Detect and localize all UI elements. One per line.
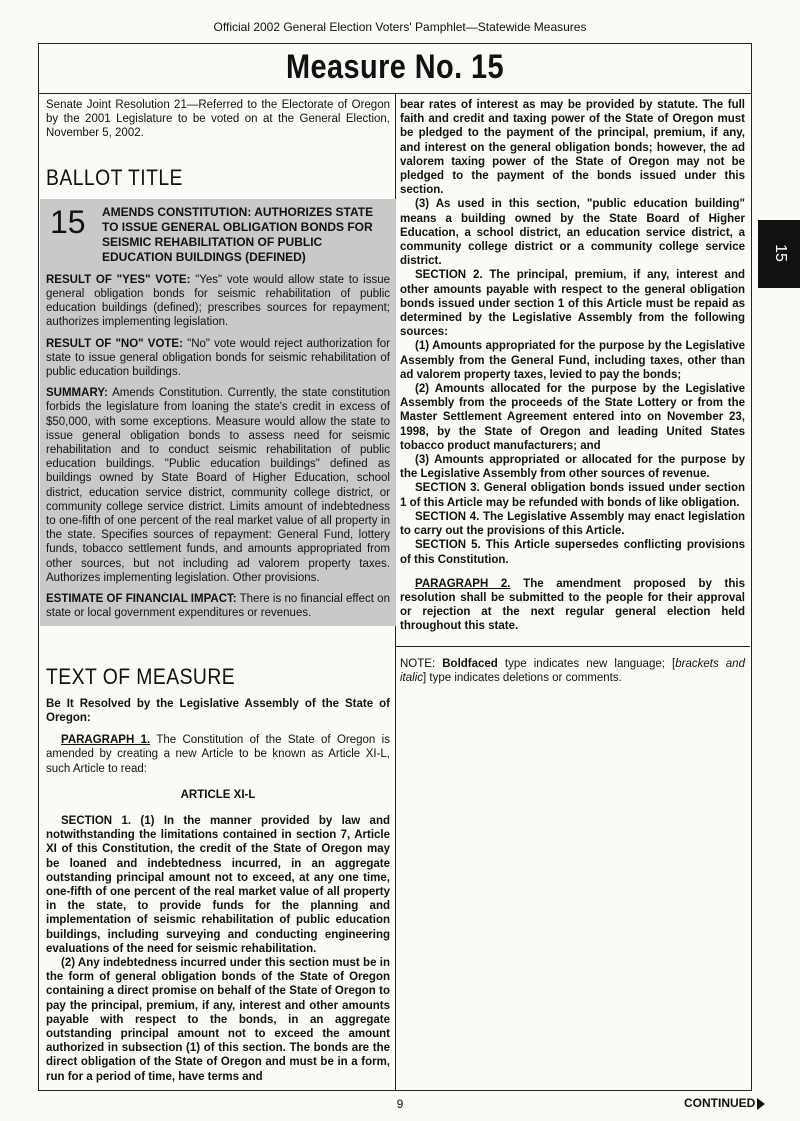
measure-tab — [758, 220, 800, 288]
section-1-subsection-2: (2) Any indebtedness incurred under this section must be in the form of general obligation bonds of the State of Oregon containing a direct promise on behalf of the State of Oregon to pay the principal, premium, if any, interest and other amounts payable with respect to the bonds, in an aggregate outstanding principal amount not to exceed the amount authorized in subsection (1) of this section. The bonds are the direct obligation of the State of Oregon and must be in a form, run for a period of time, have terms and — [46, 956, 390, 1083]
measure-number: 15 — [50, 203, 86, 240]
continued-label — [684, 1096, 765, 1110]
section-5: SECTION 5. This Article supersedes conflicting provisions of this Constitution. — [400, 539, 745, 566]
section-4: SECTION 4. The Legislative Assembly may enact legislation to carry out the provisions of this Article. — [400, 510, 745, 538]
summary-text: Amends Constitution. Currently, the state constitution forbids the legislature from loaning the state's credit in excess of $50,000, with some exceptions. Measure would allow the state to issue general obligation bonds to assess need for seismic rehabilitation and to conduct seismic rehabilitation of public education buildings. "Public education buildings" defined as buildings owned by State Board of Higher Education, school district, education service district, community college district, or community college service district. Limits amount of indebtedness to one-fifth of one percent of the real market value of all property in the state. Specifies sources of repayment: General Fund, lottery funds, tobacco settlement funds, and amounts appropriated from other sources, but not including ad valorem property taxes. Authorizes implementing legislation. Other provisions. — [46, 387, 390, 584]
ballot-title-box — [40, 199, 396, 627]
note-prefix: NOTE: — [400, 657, 443, 670]
summary — [46, 386, 390, 585]
article-heading: ARTICLE XI-L — [180, 788, 256, 801]
pamphlet-header: Official 2002 General Election Voters' Pamphlet—Statewide Measures — [213, 20, 587, 34]
section-3: SECTION 3. General obligation bonds issued under section 1 of this Article may be refunded with bonds of like obligation. — [400, 482, 745, 509]
section-1-subsection-3: (3) As used in this section, "public education building" means a building owned by the State Board of Higher Education, a school district, an education service district, a community college district or a community college service district. — [400, 198, 745, 268]
paragraph-2-label: PARAGRAPH 2. — [415, 577, 511, 590]
paragraph-1-text: The Constitution of the State of Oregon is amended by creating a new Article to be known as Article XI-L, such Article to read: — [46, 734, 390, 775]
paragraph-2-text: The amendment proposed by this resolution shall be submitted to the people for their approval or rejection at the next regular general election held throughout this state. — [400, 577, 745, 633]
box-header — [46, 205, 390, 265]
financial-impact-label: ESTIMATE OF FINANCIAL IMPACT: — [46, 593, 237, 606]
continued-text: CONTINUED — [684, 1096, 756, 1110]
summary-label: SUMMARY: — [46, 387, 108, 400]
note-middle: type indicates new language; [ — [497, 657, 676, 670]
section-1-subsection-1: SECTION 1. (1) In the manner provided by law and notwithstanding the limitations contained in section 7, Article XI of this Constitution, the credit of the State of Oregon may be loaned and indebtedness incurred, in an aggregate outstanding principal amount not to exceed, at any one time, one-fifth of one percent of the real market value of all property in the state, to provide funds for the planning and implementation of seismic rehabilitation of public education buildings, including surveying and conducting engineering evaluations of the need for seismic rehabilitation. — [46, 814, 390, 955]
intro-text: Senate Joint Resolution 21—Referred to the Electorate of Oregon by the 2001 Legislature to be voted on at the General Election, November 5, 2002. — [46, 99, 390, 140]
note-italic-words: brackets and italic — [400, 657, 745, 684]
section-2-subsection-3: (3) Amounts appropriated or allocated for the purpose by the Legislative Assembly from other sources of revenue. — [400, 454, 745, 481]
no-vote-text: "No" vote would reject authorization for state to issue general obligation bonds for seismic rehabilitation of public education buildings. — [46, 337, 391, 379]
section-2-subsection-1: (1) Amounts appropriated for the purpose by the Legislative Assembly from the General Fund, including taxes, other than ad valorem property taxes, levied to pay the bonds; — [400, 340, 745, 381]
measure-title: Measure No. 15 — [286, 48, 504, 86]
yes-vote-label: RESULT OF "YES" VOTE: — [46, 273, 191, 286]
financial-impact — [46, 592, 390, 620]
continued-arrow-icon — [757, 1098, 765, 1110]
paragraph-2 — [400, 577, 745, 634]
note-end: ] type indicates deletions or comments. — [423, 671, 622, 684]
measure-tab-number: 15 — [771, 244, 789, 262]
note-bold-word: Boldfaced — [442, 657, 498, 670]
measure-frame — [38, 43, 752, 1091]
section-2: SECTION 2. The principal, premium, if any, interest and other amounts payable with respect to the general obligation bonds issued under section 1 of this Article must be repaid as determined by the Legislative Assembly from the following sources: — [400, 269, 745, 339]
section-1-continued: bear rates of interest as may be provided by statute. The full faith and credit and taxing power of the State of Oregon must be pledged to the payment of the principal, premium, if any, and interest on the general obligation bonds; however, the ad valorem taxing power of the State of Oregon may not be pledged to the payment of the bonds issued under this section. — [400, 99, 745, 197]
paragraph-1 — [46, 733, 390, 776]
right-column — [400, 98, 745, 685]
page-number: 9 — [396, 1097, 404, 1111]
paragraph-1-label: PARAGRAPH 1. — [61, 734, 151, 747]
ballot-title-heading: BALLOT TITLE — [46, 164, 183, 190]
section-2-subsection-2: (2) Amounts allocated for the purpose by the Legislative Assembly from the proceeds of the State Lottery or from the Master Settlement Agreement entered into on November 23, 1998, by the State of Oregon and leading United States tobacco product manufacturers; and — [400, 383, 745, 452]
no-vote-label: RESULT OF "NO" VOTE: — [46, 337, 183, 350]
text-of-measure-heading: TEXT OF MEASURE — [46, 664, 236, 690]
financial-impact-text: There is no financial effect on state or local government expenditures or revenues. — [46, 593, 390, 620]
resolved-clause: Be It Resolved by the Legislative Assembly of the State of Oregon: — [46, 697, 390, 724]
formatting-note — [400, 657, 745, 685]
yes-vote-result — [46, 273, 390, 330]
no-vote-result — [46, 337, 390, 380]
left-column — [46, 98, 390, 1084]
ballot-caption: AMENDS CONSTITUTION: AUTHORIZES STATE TO ISSUE GENERAL OBLIGATION BONDS FOR SEISMIC REHABILITATION OF PUBLIC EDUCATION BUILDINGS (DEFINED) — [102, 204, 374, 264]
note-divider — [395, 646, 750, 647]
title-bar — [39, 44, 751, 94]
yes-vote-text: "Yes" vote would allow state to issue general obligation bonds for seismic rehabilitation of public education buildings (defined); prescribes sources for repayment; authorizes implementing legislation. — [46, 273, 390, 329]
